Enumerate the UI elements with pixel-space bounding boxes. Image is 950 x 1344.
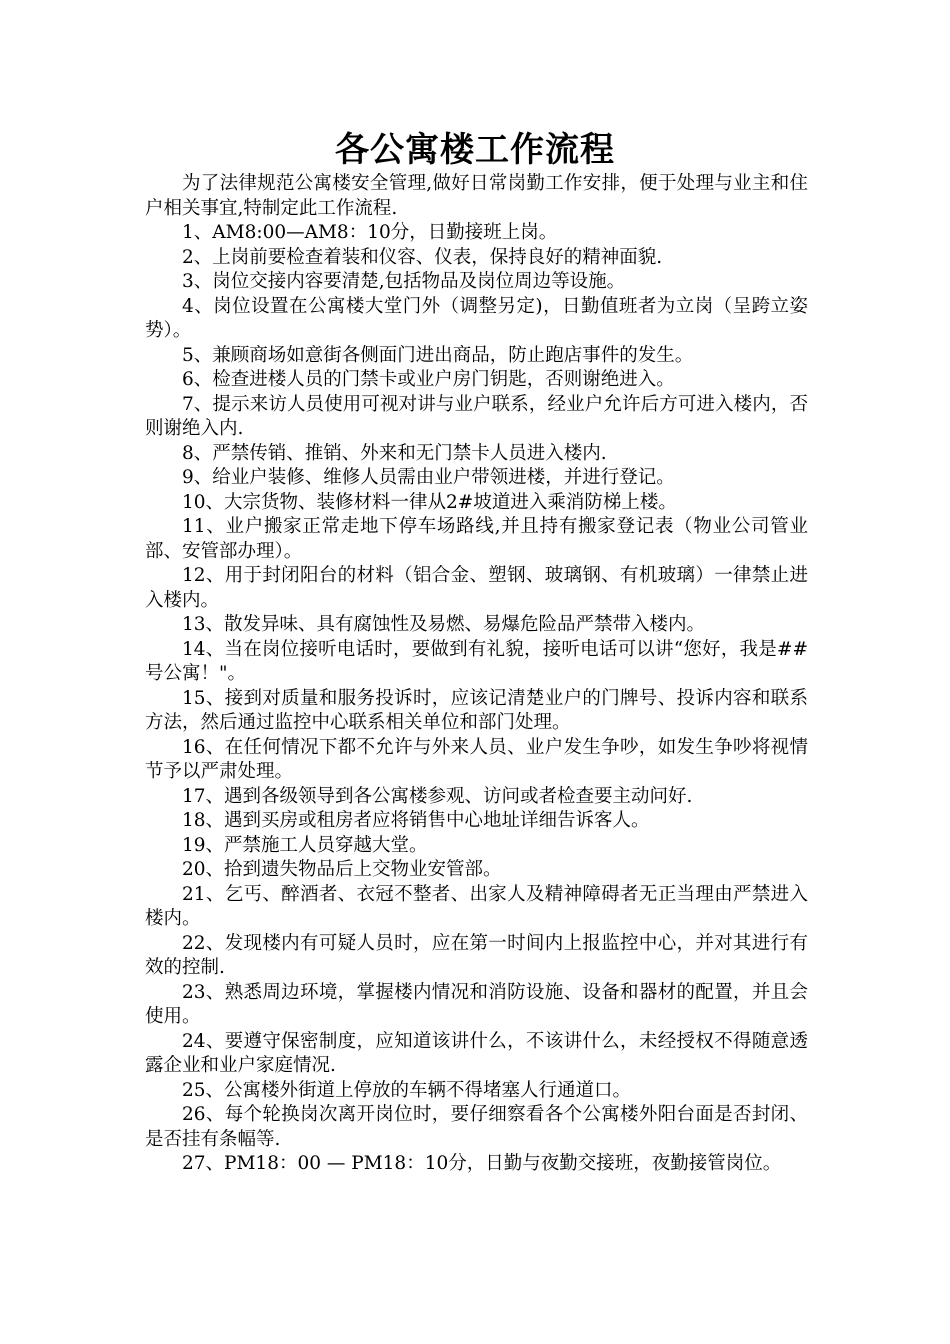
rule-7: 7、提示来访人员使用可视对讲与业户联系，经业户允许后方可进入楼内，否则谢绝入内. [145, 393, 808, 439]
rule-5: 5、兼顾商场如意街各侧面门进出商品，防止跑店事件的发生。 [182, 344, 694, 366]
rule-15: 15、接到对质量和服务投诉时，应该记清楚业户的门牌号、投诉内容和联系方法，然后通过监控中心联系相关单位和部门处理。 [145, 687, 808, 733]
rule-9: 9、给业户装修、维修人员需由业户带领进楼，并进行登记。 [182, 467, 675, 488]
document-body [145, 172, 808, 1177]
rule-22: 22、发现楼内有可疑人员时，应在第一时间内上报监控中心，并对其进行有效的控制. [145, 932, 808, 978]
rule-1: 1、AM8:00—AM8：10分，日勤接班上岗。 [182, 222, 558, 243]
rule-24: 24、要遵守保密制度，应知道该讲什么，不该讲什么，未经授权不得随意透露企业和业户家庭情况. [145, 1030, 808, 1076]
rule-11: 11、业户搬家正常走地下停车场路线,并且持有搬家登记表（物业公司管业部、安管部办理）。 [145, 516, 808, 562]
rule-27: 27、PM18：00 — PM18：10分，日勤与夜勤交接班，夜勤接管岗位。 [182, 1153, 782, 1174]
rule-21: 21、乞丐、醉酒者、衣冠不整者、出家人及精神障碍者无正当理由严禁进入楼内。 [145, 883, 808, 929]
rule-20: 20、拾到遗失物品后上交物业安管部。 [182, 859, 502, 880]
rule-6: 6、检查进楼人员的门禁卡或业户房门钥匙，否则谢绝进入。 [182, 369, 675, 390]
rule-16: 16、在任何情况下都不允许与外来人员、业户发生争吵，如发生争吵将视情节予以严肃处理。 [145, 736, 808, 782]
rule-3: 3、岗位交接内容要清楚,包括物品及岗位周边等设施。 [182, 271, 626, 292]
rule-10: 10、大宗货物、装修材料一律从2#坡道进入乘消防梯上楼。 [182, 491, 677, 513]
rule-23: 23、熟悉周边环境，掌握楼内情况和消防设施、设备和器材的配置，并且会使用。 [145, 981, 808, 1027]
rule-14: 14、当在岗位接听电话时，要做到有礼貌，接听电话可以讲“您好，我是##号公寓！"。 [145, 638, 808, 684]
document-title: 各公寓楼工作流程 [335, 130, 615, 170]
rule-12: 12、用于封闭阳台的材料（铝合金、塑钢、玻璃钢、有机玻璃）一律禁止进入楼内。 [145, 565, 808, 611]
rule-26: 26、每个轮换岗次离开岗位时，要仔细察看各个公寓楼外阳台面是否封闭、是否挂有条幅等. [145, 1104, 808, 1150]
intro-paragraph: 为了法律规范公寓楼安全管理,做好日常岗勤工作安排，便于处理与业主和住户相关事宜,特制定此工作流程. [145, 173, 808, 219]
rule-17: 17、遇到各级领导到各公寓楼参观、访问或者检查要主动问好. [182, 785, 693, 807]
rule-4: 4、岗位设置在公寓楼大堂门外（调整另定)，日勤值班者为立岗（呈跨立姿势）。 [145, 295, 808, 341]
rule-19: 19、严禁施工人员穿越大堂。 [182, 834, 428, 856]
rule-13: 13、散发异味、具有腐蚀性及易燃、易爆危险品严禁带入楼内。 [182, 614, 706, 635]
rule-8: 8、严禁传销、推销、外来和无门禁卡人员进入楼内. [182, 442, 607, 464]
rule-25: 25、公寓楼外街道上停放的车辆不得堵塞人行通道口。 [182, 1079, 632, 1101]
rule-2: 2、上岗前要检查着装和仪容、仪表，保持良好的精神面貌. [182, 246, 663, 268]
rule-18: 18、遇到买房或租房者应将销售中心地址详细告诉客人。 [182, 810, 650, 831]
